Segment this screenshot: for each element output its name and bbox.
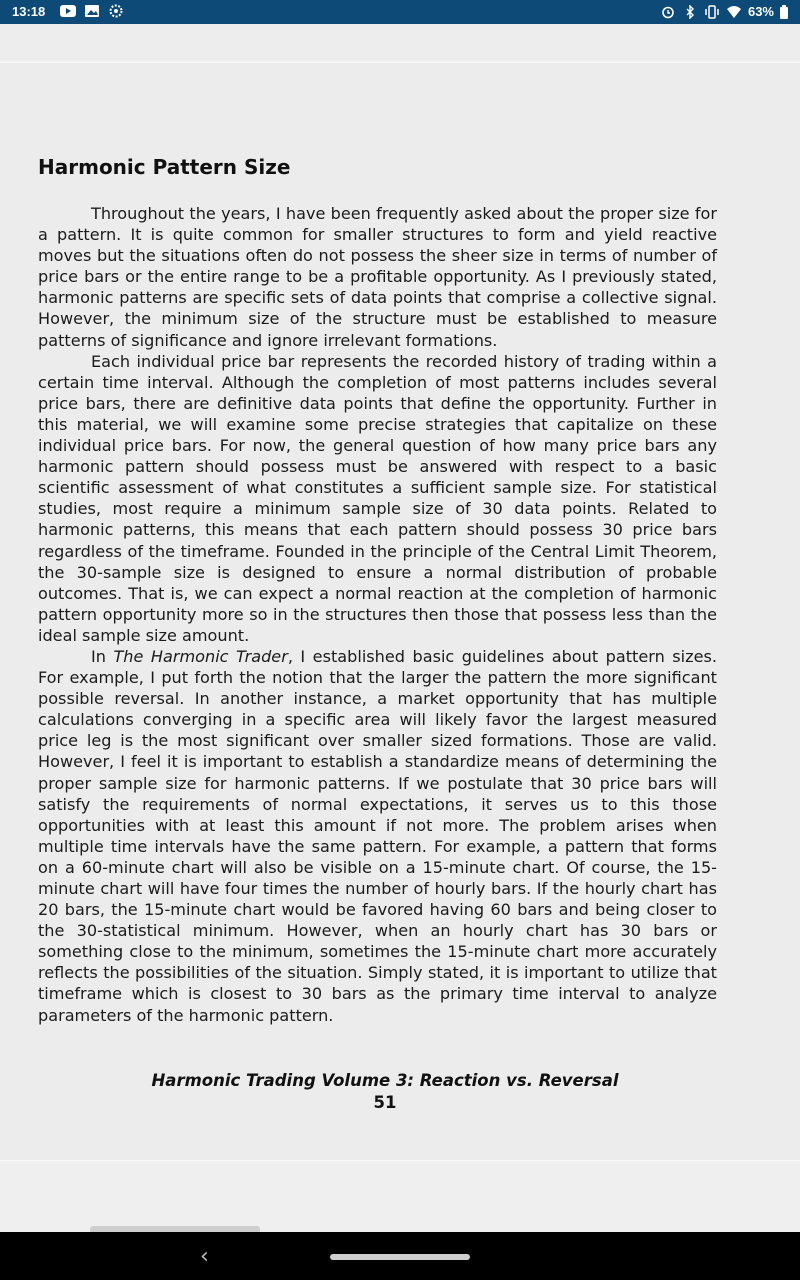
notification-icons: [60, 4, 124, 18]
paragraph-2: Each individual price bar represents the recorded history of trading within a certain time interval. Although the completion of most patterns includes several price bars, there are definitive data points that define the opportunity. Further in this material, we will examine some precise strategies that capitalize on these individual price bars. For now, the general question of how many price bars any harmonic pattern should possess must be answered with respect to a basic scientific assessment of what constitutes a sufficient sample size. For statistical studies, most require a minimum sample size of 30 data points. Related to harmonic patterns, this means that each pattern should possess 30 price bars regardless of the timeframe. Founded in the principle of the Central Limit Theorem, the 30-sample size is designed to ensure a normal distribution of probable outcomes. That is, we can expect a normal reaction at the completion of harmonic pattern opportunity more so in the structures then those that possess less than the ideal sample size amount.: [38, 351, 717, 645]
book-title: The Harmonic Trader: [113, 646, 288, 666]
page-number: 51: [373, 1093, 397, 1112]
next-page-preview[interactable]: [0, 1164, 800, 1232]
youtube-icon: [60, 4, 76, 18]
home-gesture-handle[interactable]: [330, 1254, 470, 1260]
section-heading: Harmonic Pattern Size: [38, 155, 291, 179]
viewer-top-area: [0, 24, 800, 60]
battery-percent: 63%: [747, 4, 774, 19]
page-footer: [0, 1070, 770, 1114]
wifi-icon: [726, 5, 742, 19]
vibrate-icon: [704, 5, 720, 19]
paragraph-1: Throughout the years, I have been frequently asked about the proper size for a pattern. It is quite common for smaller structures to form and yield reactive moves but the situations often do not possess the sheer size in terms of number of price bars or the entire range to be a profitable opportunity. As I previously stated, harmonic patterns are specific sets of data points that comprise a collective signal. However, the minimum size of the structure must be established to measure patterns of significance and ignore irrelevant formations.: [38, 204, 717, 350]
clock: 13:18: [12, 4, 46, 19]
paragraph-3: [38, 646, 717, 1026]
status-bar: [0, 0, 800, 24]
system-icons: [660, 4, 788, 19]
paragraph-3-text: , I established basic guidelines about pattern sizes. For example, I put forth the notion that the larger the pattern the more significant possible reversal. In another instance, a market opportunity that has multiple calculations converging in a specific area will likely favor the largest measured price leg is the most significant over smaller sized formations. Those are valid. However, I feel it is important to establish a standardize means of determining the proper sample size for harmonic patterns. If we postulate that 30 price bars will satisfy the requirements of normal expectations, it serves us to this those opportunities with at least this amount if not more. The problem arises when multiple time intervals have the same pattern. For example, a pattern that forms on a 60-minute chart will also be visible on a 15-minute chart. Of course, the 15-minute chart will have four times the number of hourly bars. If the hourly chart has 20 bars, the 15-minute chart would be favored having 60 bars and being closer to the 30-statistical minimum. However, when an hourly chart has 30 bars or something close to the minimum, sometimes the 15-minute chart more accurately reflects the possibilities of the situation. Simply stated, it is important to utilize that timeframe which is closest to 30 bars as the primary time interval to analyze parameters of the harmonic pattern.: [38, 646, 717, 1025]
body-text: [38, 203, 717, 1026]
battery-icon: [780, 5, 788, 19]
paragraph-3-intro: In: [91, 646, 114, 666]
settings-gear-icon: [108, 4, 124, 18]
navigation-bar: [0, 1232, 800, 1280]
bluetooth-icon: [682, 5, 698, 19]
alarm-icon: [660, 5, 676, 19]
footer-book-title: Harmonic Trading Volume 3: Reaction vs. Reversal: [151, 1071, 619, 1090]
image-icon: [84, 4, 100, 18]
back-icon[interactable]: ‹: [200, 1244, 209, 1269]
